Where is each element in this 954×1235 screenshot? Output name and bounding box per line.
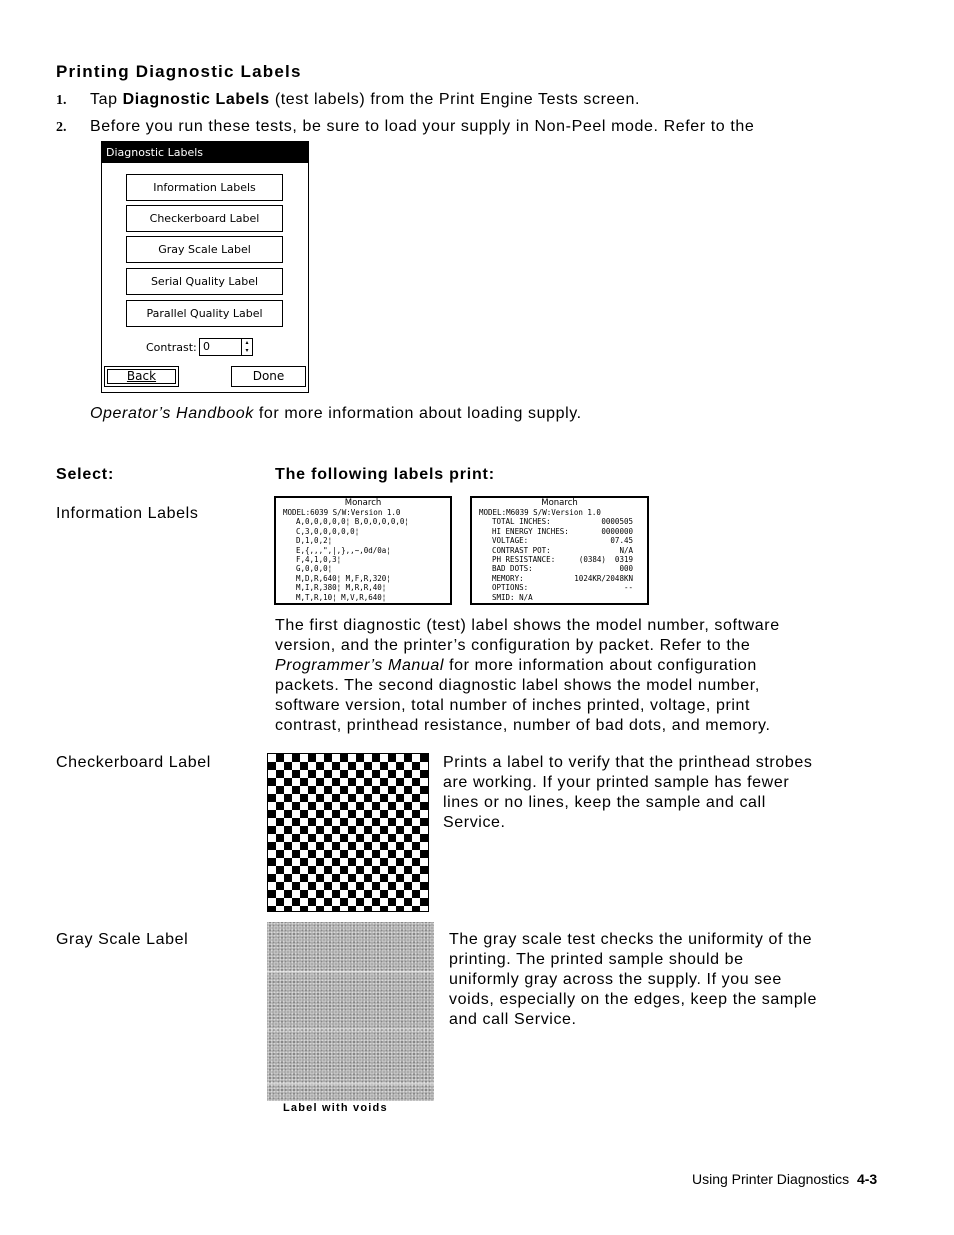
info-label-2 (470, 496, 649, 605)
label2-key: PH RESISTANCE: (492, 555, 556, 565)
label1-line: MODEL:6039 S/W:Version 1.0 (283, 508, 401, 517)
information-labels-description (275, 616, 780, 736)
gray-scale-sample-image (267, 922, 434, 1101)
desc-line: Prints a label to verify that the printhead strobes (443, 754, 813, 771)
programmers-manual-ref: Programmer’s Manual (275, 657, 445, 674)
label2-value: 1024KR/2048KN (574, 573, 633, 583)
desc-line-rest: for more information about configuration (444, 657, 757, 674)
label2-key: VOLTAGE: (492, 536, 529, 546)
label2-value: 0000000 (601, 526, 633, 536)
desc-line: packets. The second diagnostic label shows the model number, (275, 677, 760, 694)
label2-value: 0000505 (601, 517, 633, 527)
step-1-post: (test labels) from the Print Engine Tests screen. (269, 91, 641, 108)
label2-value: -- (623, 583, 633, 593)
label1-line: M,D,R,640¦ M,F,R,320¦ (296, 573, 391, 583)
back-button-label: Back (126, 369, 157, 383)
label2-row (472, 574, 647, 583)
desc-line: version, and the printer’s configuration by packet. Refer to the (275, 637, 751, 654)
checkerboard-sample-image (267, 753, 429, 912)
checkerboard-description (443, 753, 812, 833)
label1-line: E,{,,,",|,},,~,0d/0a¦ (296, 545, 391, 555)
information-labels-name: Information Labels (56, 505, 199, 522)
label1-line: F,4,1,0,3¦ (296, 555, 342, 565)
label2-key: MEMORY: (492, 573, 524, 583)
step-1-text (90, 90, 640, 110)
checkerboard-label-button[interactable]: Checkerboard Label (126, 205, 283, 232)
diagnostic-labels-dialog (101, 141, 309, 393)
footer-text: Using Printer Diagnostics (692, 1171, 850, 1187)
desc-line: uniformly gray across the supply. If you see (449, 971, 782, 988)
spin-up-icon[interactable]: ▴ (245, 339, 249, 346)
step-1-strong: Diagnostic Labels (122, 91, 270, 108)
parallel-quality-label-button[interactable]: Parallel Quality Label (126, 300, 283, 327)
step-2-line2 (90, 404, 582, 424)
label1-line: C,3,0,0,0,0,0¦ (296, 526, 360, 536)
label2-row (472, 593, 647, 602)
label2-value: 07.45 (610, 536, 633, 546)
desc-line: Service. (443, 814, 506, 831)
step-1-pre: Tap (90, 91, 123, 108)
dialog-title: Diagnostic Labels (102, 142, 308, 163)
page-footer (692, 1171, 877, 1187)
gray-scale-description (449, 930, 817, 1030)
label2-key: SMID: N/A (492, 592, 533, 602)
desc-line (275, 656, 780, 676)
contrast-label: Contrast: (146, 341, 197, 354)
label1-line: A,0,0,0,0,0¦ B,0,0,0,0,0¦ (296, 517, 409, 527)
operators-handbook-ref: Operator’s Handbook (90, 405, 254, 422)
label1-line: G,0,0,0¦ (296, 564, 333, 574)
label2-value: N/A (619, 545, 633, 555)
contrast-value: 0 (203, 340, 210, 353)
desc-line: software version, total number of inches printed, voltage, print (275, 697, 751, 714)
label2-key: HI ENERGY INCHES: (492, 526, 569, 536)
label2-value: 000 (619, 564, 633, 574)
label2-row (472, 527, 647, 536)
label2-model-line: MODEL:M6039 S/W:Version 1.0 (479, 508, 601, 517)
label2-row (472, 546, 647, 555)
gray-scale-label-button[interactable]: Gray Scale Label (126, 236, 283, 263)
step-1-number: 1. (56, 93, 67, 108)
desc-line: lines or no lines, keep the sample and call (443, 794, 766, 811)
spin-down-icon[interactable]: ▾ (245, 347, 249, 354)
desc-line: printing. The printed sample should be (449, 951, 744, 968)
label2-key: OPTIONS: (492, 583, 529, 593)
label2-row (472, 564, 647, 573)
spin-arrows[interactable] (241, 339, 252, 355)
desc-line: The gray scale test checks the uniformity of the (449, 931, 813, 948)
label1-line: M,T,R,10¦ M,V,R,640¦ (296, 592, 387, 602)
step-2-number: 2. (56, 120, 67, 135)
contrast-stepper[interactable] (199, 338, 253, 356)
label2-row (472, 517, 647, 526)
label2-row (472, 555, 647, 564)
label1-brand: Monarch (344, 498, 382, 508)
desc-line: contrast, printhead resistance, number of bad dots, and memory. (275, 717, 771, 734)
select-header: Select: (56, 466, 115, 483)
label2-row (472, 583, 647, 592)
checkerboard-label-name: Checkerboard Label (56, 754, 211, 771)
label2-key: BAD DOTS: (492, 564, 533, 574)
section-title: Printing Diagnostic Labels (56, 62, 302, 81)
gray-scale-caption: Label with voids (283, 1102, 388, 1114)
back-button[interactable] (104, 366, 179, 387)
prints-header: The following labels print: (275, 466, 495, 483)
step-2-line1: Before you run these tests, be sure to load your supply in Non-Peel mode. Refer to the (90, 118, 755, 135)
desc-line: are working. If your printed sample has fewer (443, 774, 790, 791)
desc-line: The first diagnostic (test) label shows the model number, software (275, 617, 780, 634)
step-2-line2-post: for more information about loading supply. (253, 405, 582, 422)
label2-row (472, 536, 647, 545)
page-number: 4-3 (856, 1171, 878, 1187)
information-labels-button[interactable]: Information Labels (126, 174, 283, 201)
desc-line: voids, especially on the edges, keep the sample (449, 991, 817, 1008)
label2-key: CONTRAST POT: (492, 545, 551, 555)
label2-key: TOTAL INCHES: (492, 517, 551, 527)
done-button[interactable]: Done (231, 366, 306, 387)
gray-scale-label-name: Gray Scale Label (56, 931, 189, 948)
desc-line: and call Service. (449, 1011, 577, 1028)
label1-line: M,I,R,380¦ M,R,R,40¦ (296, 583, 387, 593)
info-label-1 (274, 496, 452, 605)
label2-value: (0384) 0319 (578, 555, 633, 565)
label2-brand: Monarch (541, 498, 578, 508)
serial-quality-label-button[interactable]: Serial Quality Label (126, 268, 283, 295)
label1-line: D,1,0,2¦ (296, 536, 333, 546)
